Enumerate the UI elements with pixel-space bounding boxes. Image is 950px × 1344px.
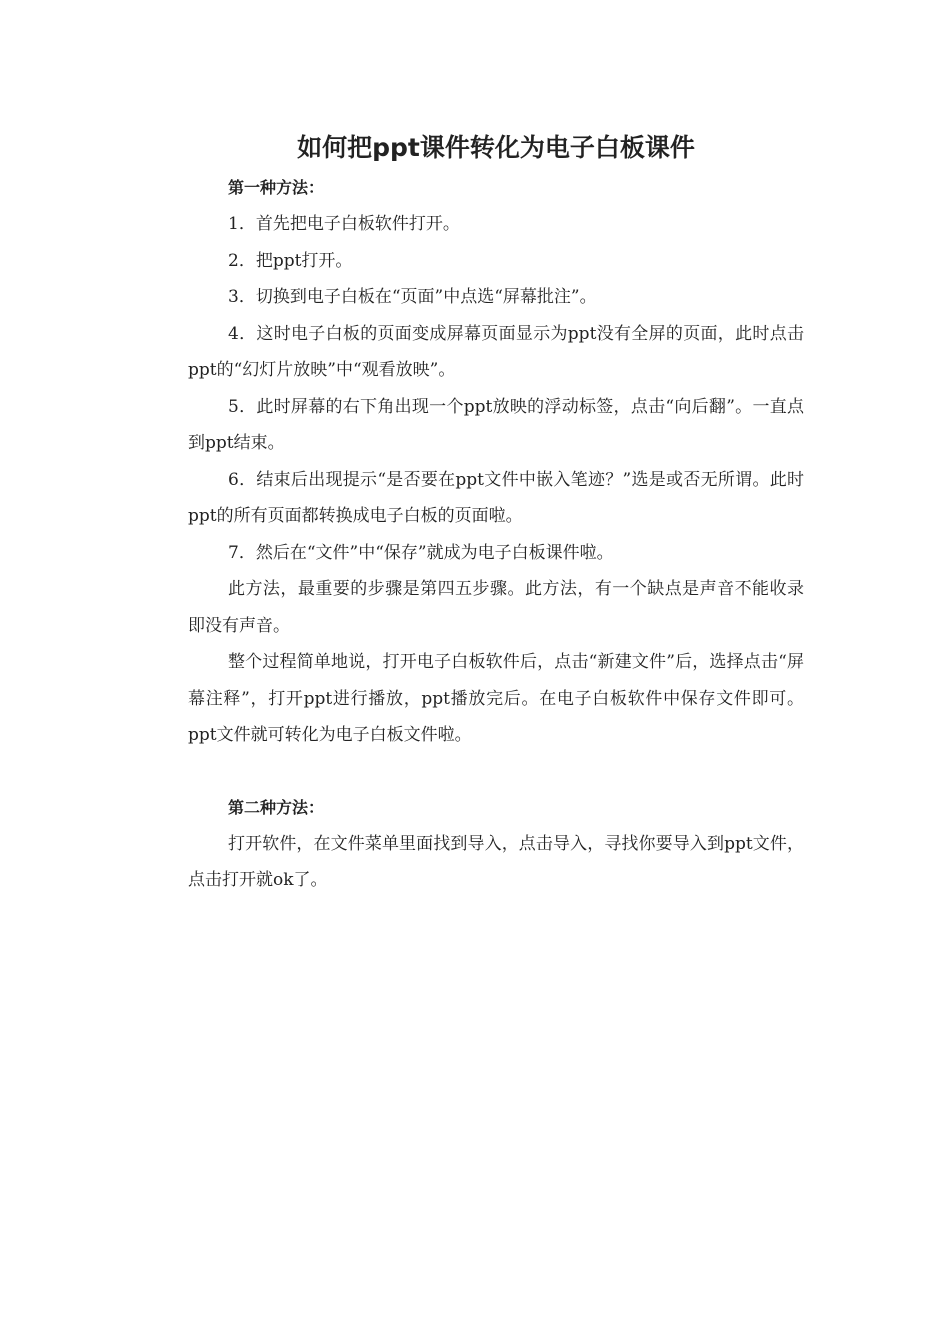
method-2-heading: 第二种方法： [228,797,325,817]
method-1-step-7: 7．然后在“文件”中“保存”就成为电子白板课件啦。 [228,542,614,563]
method-1-heading: 第一种方法： [228,178,325,197]
method-1-step-3: 3．切换到电子白板在“页面”中点选“屏幕批注”。 [228,287,597,307]
method-1-step-4: 4．这时电子白板的页面变成屏幕页面显示为ppt没有全屏的页面，此时点击ppt的“幻灯片放映”中“观看放映”。 [188,323,804,380]
document-page [188,128,804,899]
method-1-summary: 整个过程简单地说，打开电子白板软件后，点击“新建文件”后，选择点击“屏幕注释”，打开ppt进行播放，ppt播放完后。在电子白板软件中保存文件即可。ppt文件就可转化为电子白板文件啦。 [188,652,804,745]
method-2-text: 打开软件，在文件菜单里面找到导入，点击导入，寻找你要导入到ppt文件，点击打开就ok了。 [188,833,804,890]
method-1-step-2: 2．把ppt打开。 [228,250,353,271]
method-1-step-5: 5．此时屏幕的右下角出现一个ppt放映的浮动标签，点击“向后翻”。一直点到ppt结束。 [188,396,804,453]
section-spacer [188,754,804,790]
method-1-step-6: 6．结束后出现提示“是否要在ppt文件中嵌入笔迹？”选是或否无所谓。此时ppt的所有页面都转换成电子白板的页面啦。 [188,469,804,526]
method-1-note: 此方法，最重要的步骤是第四五步骤。此方法，有一个缺点是声音不能收录即没有声音。 [188,579,804,636]
document-title: 如何把ppt课件转化为电子白板课件 [297,133,695,162]
method-1-step-1: 1．首先把电子白板软件打开。 [228,214,460,234]
